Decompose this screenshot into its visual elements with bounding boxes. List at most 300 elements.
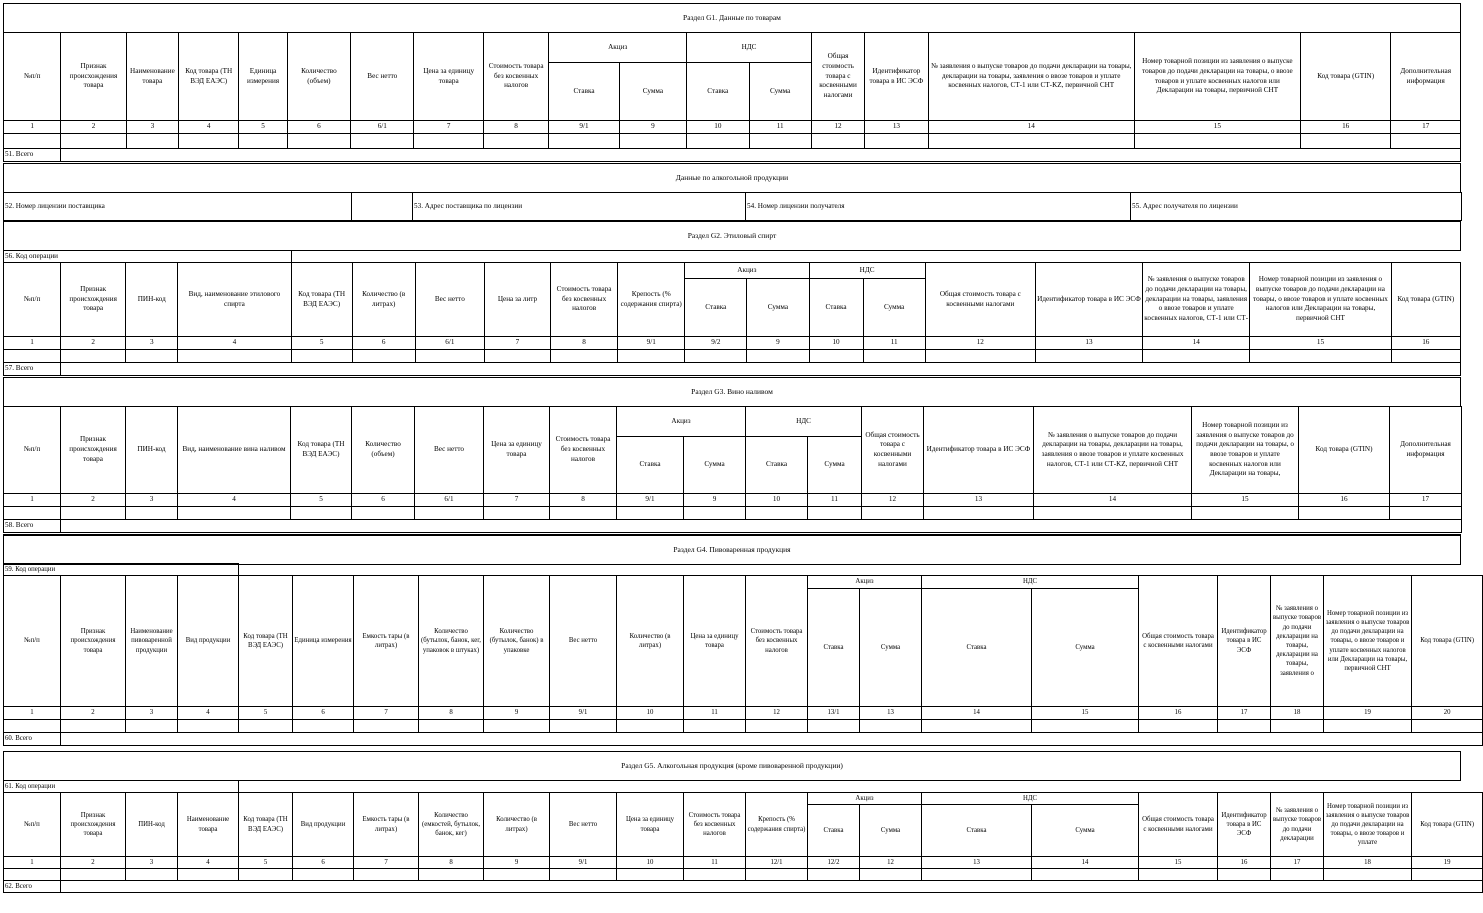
col-number: 16 <box>1218 857 1271 869</box>
col-number: 9 <box>684 494 746 507</box>
table-cell[interactable] <box>419 720 484 733</box>
col-header: Крепость (% содержания спирта) <box>746 793 808 857</box>
col-header: Код товара (GTIN) <box>1299 407 1390 494</box>
col-number: 6/1 <box>415 337 484 350</box>
col-subheader: Сумма <box>619 63 686 121</box>
col-header: Количество (объем) <box>352 407 415 494</box>
col-number: 6/1 <box>351 121 414 134</box>
col-number: 1 <box>4 494 61 507</box>
col-number: 9 <box>484 857 550 869</box>
col-number: 17 <box>1271 857 1324 869</box>
table-cell[interactable] <box>291 507 352 520</box>
section-g1-table <box>3 32 1461 162</box>
table-cell[interactable] <box>287 134 350 149</box>
col-header: Код товара (GTIN) <box>1300 33 1391 121</box>
col-header: Идентификатор товара в ИС ЭСФ <box>865 33 928 121</box>
table-cell[interactable] <box>352 507 415 520</box>
col-number: 2 <box>61 337 126 350</box>
table-cell[interactable] <box>293 869 354 881</box>
table-cell[interactable] <box>860 869 922 881</box>
table-cell[interactable] <box>1034 507 1192 520</box>
col-number: 14 <box>928 121 1134 134</box>
col-number: 13 <box>922 857 1032 869</box>
col-number: 16 <box>1299 494 1390 507</box>
col-number: 6 <box>293 857 354 869</box>
table-cell[interactable] <box>484 869 550 881</box>
col-header: Номер товарной позиции из заявления о выпуске товаров до подачи декларации на товары, о ввозе товаров и уплате <box>1324 793 1412 857</box>
table-cell[interactable] <box>351 134 414 149</box>
col-number: 16 <box>1300 121 1391 134</box>
alcohol-license-table <box>3 192 1462 221</box>
col-subheader: Ставка <box>922 805 1032 857</box>
col-number: 12 <box>925 337 1035 350</box>
col-number: 9/1 <box>550 857 617 869</box>
col-header: Код товара (ТН ВЭД ЕАЭС) <box>239 793 293 857</box>
col-header-excise: Акциз <box>808 576 922 589</box>
table-cell[interactable] <box>925 350 1035 363</box>
col-header: Вес нетто <box>415 407 484 494</box>
table-cell[interactable] <box>1412 869 1483 881</box>
col-number: 8 <box>550 494 617 507</box>
col-header: Номер товарной позиции из заявления о выпуске товаров до подачи декларации на товары, о ввозе товаров и уплате косвенных налогов или Декларации на товары, первичной СНТ <box>1250 263 1391 337</box>
col-number: 9 <box>619 121 686 134</box>
table-cell[interactable] <box>1032 720 1139 733</box>
operation-code-label: 61. Код операции <box>4 781 239 793</box>
col-header: ПИН-код <box>126 793 178 857</box>
col-header: Цена за единицу товара <box>414 33 483 121</box>
col-header: Стоимость товара без косвенных налогов <box>551 263 618 337</box>
col-header: Код товара (GTIN) <box>1391 263 1460 337</box>
col-number: 4 <box>178 494 291 507</box>
col-subheader: Сумма <box>749 63 811 121</box>
table-cell[interactable] <box>4 134 61 149</box>
col-header: Стоимость товара без косвенных налогов <box>483 33 548 121</box>
table-cell[interactable] <box>618 350 685 363</box>
table-cell[interactable] <box>1299 507 1390 520</box>
table-cell[interactable] <box>1139 869 1218 881</box>
table-cell[interactable] <box>1143 350 1250 363</box>
table-cell[interactable] <box>746 720 808 733</box>
col-number: 3 <box>126 494 178 507</box>
table-cell[interactable] <box>1035 350 1142 363</box>
table-cell[interactable] <box>1218 869 1271 881</box>
col-number: 1 <box>4 337 61 350</box>
total-value[interactable] <box>61 149 1461 162</box>
table-cell[interactable] <box>178 350 291 363</box>
table-cell[interactable] <box>1390 507 1462 520</box>
empty-row <box>4 350 1461 363</box>
col-header: Общая стоимость товара с косвенными налогами <box>811 33 864 121</box>
table-cell[interactable] <box>684 869 746 881</box>
table-cell[interactable] <box>924 507 1034 520</box>
col-header: Код товара (GTIN) <box>1412 793 1483 857</box>
table-cell[interactable] <box>617 507 684 520</box>
table-cell[interactable] <box>550 507 617 520</box>
table-cell[interactable] <box>1324 720 1412 733</box>
table-cell[interactable] <box>617 869 684 881</box>
col-number: 3 <box>126 857 178 869</box>
total-label: 62. Всего <box>4 881 61 893</box>
col-header: Единица измерения <box>293 576 354 707</box>
col-number: 10 <box>687 121 749 134</box>
col-subheader: Ставка <box>809 279 863 337</box>
col-header-excise: Акциз <box>685 263 809 279</box>
col-header: Наименование пивоваренной продукции <box>126 576 178 707</box>
col-number: 18 <box>1271 707 1324 720</box>
table-cell[interactable] <box>865 134 928 149</box>
supplier-address-field[interactable]: 53. Адрес поставщика по лицензии <box>413 193 746 221</box>
col-header: № заявления о выпуске товаров до подачи декларации на товары, декларации на товары, заявления о ввозе товаров и уплате косвенных налогов, СТ-1 или СТ-KZ, первичной СНТ <box>1034 407 1192 494</box>
col-number: 3 <box>126 121 178 134</box>
table-cell[interactable] <box>685 350 747 363</box>
table-cell[interactable] <box>419 869 484 881</box>
col-number: 5 <box>239 857 293 869</box>
table-cell[interactable] <box>239 134 287 149</box>
table-cell[interactable] <box>746 507 808 520</box>
col-number: 15 <box>1250 337 1391 350</box>
col-number: 15 <box>1192 494 1299 507</box>
col-header: Вид, наименование этилового спирта <box>178 263 291 337</box>
table-cell[interactable] <box>61 507 126 520</box>
col-header: Общая стоимость товара с косвенными налогами <box>1139 793 1218 857</box>
table-cell[interactable] <box>687 134 749 149</box>
col-header: Количество (объем) <box>287 33 350 121</box>
table-cell[interactable] <box>808 720 860 733</box>
col-number: 16 <box>1391 337 1460 350</box>
col-header: Признак происхождения товара <box>61 793 126 857</box>
col-number: 12 <box>862 494 924 507</box>
table-cell[interactable] <box>126 869 178 881</box>
table-cell[interactable] <box>126 134 178 149</box>
table-cell[interactable] <box>291 350 352 363</box>
col-number: 4 <box>178 337 291 350</box>
table-cell[interactable] <box>928 134 1134 149</box>
operation-code-label: 56. Код операции <box>4 251 292 263</box>
col-header-vat: НДС <box>922 576 1139 589</box>
col-header: Стоимость товара без косвенных налогов <box>550 407 617 494</box>
col-header: Стоимость товара без косвенных налогов <box>684 793 746 857</box>
col-header: № заявления о выпуске товаров до подачи декларации на товары, декларации на товары, заявления о ввозе товаров и уплате косвенных налогов, СТ-1 или СТ- <box>1143 263 1250 337</box>
table-cell[interactable] <box>352 350 415 363</box>
table-cell[interactable] <box>1134 134 1300 149</box>
table-cell[interactable] <box>4 869 61 881</box>
table-cell[interactable] <box>684 507 746 520</box>
col-subheader: Сумма <box>860 805 922 857</box>
col-number: 6 <box>352 337 415 350</box>
table-cell[interactable] <box>1271 720 1324 733</box>
col-number: 11 <box>684 857 746 869</box>
table-cell[interactable] <box>808 507 862 520</box>
table-cell[interactable] <box>746 869 808 881</box>
col-number: 10 <box>809 337 863 350</box>
col-number: 15 <box>1032 707 1139 720</box>
col-number: 8 <box>483 121 548 134</box>
col-header: №п/п <box>4 793 61 857</box>
empty-row <box>4 869 1483 881</box>
col-header: № заявления о выпуске товаров до подачи декларации на товары, декларации на товары, заявления о ввозе товаров и уплате косвенных налогов, СТ-1 или СТ-KZ, первичной СНТ <box>928 33 1134 121</box>
col-header: Дополнительная информация <box>1390 407 1462 494</box>
col-number: 10 <box>746 494 808 507</box>
col-number: 2 <box>61 707 126 720</box>
col-number: 9/1 <box>549 121 619 134</box>
table-cell[interactable] <box>61 350 126 363</box>
table-cell[interactable] <box>551 350 618 363</box>
table-cell[interactable] <box>1391 350 1460 363</box>
col-header: ПИН-код <box>126 263 178 337</box>
table-cell[interactable] <box>1300 134 1391 149</box>
table-cell[interactable] <box>684 720 746 733</box>
table-cell[interactable] <box>126 350 178 363</box>
spacer <box>291 251 1460 263</box>
col-header-vat: НДС <box>746 407 862 437</box>
col-number: 15 <box>1139 857 1218 869</box>
supplier-license-value[interactable] <box>352 193 413 221</box>
col-header: Вес нетто <box>550 793 617 857</box>
table-cell[interactable] <box>239 869 293 881</box>
col-header: Признак происхождения товара <box>61 33 126 121</box>
total-value[interactable] <box>61 363 1461 376</box>
table-cell[interactable] <box>61 720 126 733</box>
col-subheader: Сумма <box>863 279 925 337</box>
section-g2-table <box>3 250 1461 376</box>
col-number: 11 <box>684 707 746 720</box>
table-cell[interactable] <box>414 134 483 149</box>
spacer <box>239 781 1483 793</box>
col-number: 13 <box>924 494 1034 507</box>
table-cell[interactable] <box>1192 507 1299 520</box>
col-header: Признак происхождения товара <box>61 407 126 494</box>
table-cell[interactable] <box>1271 869 1324 881</box>
spacer <box>239 564 1483 576</box>
col-number: 5 <box>291 337 352 350</box>
table-cell[interactable] <box>126 720 178 733</box>
section-g5-table <box>3 780 1483 893</box>
col-subheader: Ставка <box>922 589 1032 707</box>
col-number: 13 <box>865 121 928 134</box>
table-cell[interactable] <box>354 720 419 733</box>
empty-row <box>4 134 1461 149</box>
col-header: Количество (емкостей, бутылок, банок, кег) <box>419 793 484 857</box>
recipient-license-field[interactable]: 54. Номер лицензии получателя <box>746 193 1131 221</box>
col-header-excise: Акциз <box>808 793 922 805</box>
col-number: 6 <box>287 121 350 134</box>
table-cell[interactable] <box>619 134 686 149</box>
table-cell[interactable] <box>617 720 684 733</box>
col-number: 12 <box>811 121 864 134</box>
table-cell[interactable] <box>922 720 1032 733</box>
col-header: Наименование товара <box>178 793 239 857</box>
col-header: Номер товарной позиции из заявления о выпуске товаров до подачи декларации на товары, о ввозе товаров и уплате косвенных налогов или Декларации на товары, первичной СНТ <box>1134 33 1300 121</box>
col-header: Стоимость товара без косвенных налогов <box>746 576 808 707</box>
table-cell[interactable] <box>1391 134 1461 149</box>
col-header: Код товара (ТН ВЭД ЕАЭС) <box>291 263 352 337</box>
table-cell[interactable] <box>811 134 864 149</box>
section-g4-title: Раздел G4. Пивоваренная продукция <box>3 534 1461 565</box>
col-number: 9 <box>747 337 809 350</box>
table-cell[interactable] <box>747 350 809 363</box>
col-number: 10 <box>617 707 684 720</box>
recipient-address-field[interactable]: 55. Адрес получателя по лицензии <box>1131 193 1462 221</box>
section-g5-title: Раздел G5. Алкогольная продукция (кроме пивоваренной продукции) <box>3 751 1461 781</box>
col-header: Идентификатор товара в ИС ЭСФ <box>924 407 1034 494</box>
table-cell[interactable] <box>179 134 239 149</box>
col-number: 14 <box>1143 337 1250 350</box>
total-label: 57. Всего <box>4 363 61 376</box>
table-cell[interactable] <box>178 507 291 520</box>
col-header: Количество (бутылок, банок, кег, упаковок в штуках) <box>419 576 484 707</box>
total-label: 60. Всего <box>4 733 61 746</box>
table-cell[interactable] <box>1218 720 1271 733</box>
total-value[interactable] <box>61 733 1483 746</box>
table-cell[interactable] <box>239 720 293 733</box>
table-cell[interactable] <box>178 869 239 881</box>
table-cell[interactable] <box>550 720 617 733</box>
table-cell[interactable] <box>484 350 550 363</box>
col-header: Крепость (% содержания спирта) <box>618 263 685 337</box>
col-header: Емкость тары (в литрах) <box>354 793 419 857</box>
table-cell[interactable] <box>61 134 126 149</box>
col-number: 6 <box>293 707 354 720</box>
section-g3-title: Раздел G3. Вино наливом <box>3 377 1461 407</box>
col-header: Признак происхождения товара <box>61 263 126 337</box>
col-header: Вес нетто <box>415 263 484 337</box>
col-number: 12 <box>746 707 808 720</box>
operation-code-label: 59. Код операции <box>4 564 239 576</box>
table-cell[interactable] <box>354 869 419 881</box>
col-header: Идентификатор товара в ИС ЭСФ <box>1218 576 1271 707</box>
col-header: Единица измерения <box>239 33 287 121</box>
col-number: 14 <box>1032 857 1139 869</box>
col-header: Количество (в литрах) <box>484 793 550 857</box>
table-cell[interactable] <box>863 350 925 363</box>
col-header: Количество (в литрах) <box>617 576 684 707</box>
table-cell[interactable] <box>1032 869 1139 881</box>
col-header: Вид продукции <box>293 793 354 857</box>
table-cell[interactable] <box>1412 720 1483 733</box>
col-header: Количество (бутылок, банок) в упаковке <box>484 576 550 707</box>
col-header: Вид продукции <box>178 576 239 707</box>
col-number: 15 <box>1134 121 1300 134</box>
col-number: 3 <box>126 337 178 350</box>
col-number: 2 <box>61 121 126 134</box>
table-cell[interactable] <box>1139 720 1218 733</box>
col-header: Код товара (GTIN) <box>1412 576 1483 707</box>
col-header: Код товара (ТН ВЭД ЕАЭС) <box>291 407 352 494</box>
col-number: 5 <box>239 707 293 720</box>
table-cell[interactable] <box>809 350 863 363</box>
table-cell[interactable] <box>4 720 61 733</box>
table-cell[interactable] <box>550 869 617 881</box>
section-g2-title: Раздел G2. Этиловый спирт <box>3 221 1461 251</box>
col-header: Количество (в литрах) <box>352 263 415 337</box>
col-header: Номер товарной позиции из заявления о выпуске товаров до подачи декларации на товары, о ввозе товаров и уплате косвенных налогов или Декларации на товары, <box>1192 407 1299 494</box>
table-cell[interactable] <box>862 507 924 520</box>
total-value[interactable] <box>61 881 1483 893</box>
section-g3-table <box>3 406 1462 533</box>
col-number: 14 <box>922 707 1032 720</box>
col-subheader: Ставка <box>746 437 808 494</box>
table-cell[interactable] <box>415 350 484 363</box>
table-cell[interactable] <box>178 720 239 733</box>
table-cell[interactable] <box>4 350 61 363</box>
col-number: 11 <box>749 121 811 134</box>
table-cell[interactable] <box>293 720 354 733</box>
col-number: 1 <box>4 857 61 869</box>
col-number: 14 <box>1034 494 1192 507</box>
col-number: 10 <box>617 857 684 869</box>
col-header: Код товара (ТН ВЭД ЕАЭС) <box>239 576 293 707</box>
total-label: 51. Всего <box>4 149 61 162</box>
col-number: 13 <box>860 707 922 720</box>
col-number: 19 <box>1412 857 1483 869</box>
table-cell[interactable] <box>483 134 548 149</box>
col-header: Вес нетто <box>550 576 617 707</box>
table-cell[interactable] <box>484 720 550 733</box>
col-header: Общая стоимость товара с косвенными налогами <box>862 407 924 494</box>
table-cell[interactable] <box>484 507 550 520</box>
table-cell[interactable] <box>1324 869 1412 881</box>
col-number: 12/2 <box>808 857 860 869</box>
table-cell[interactable] <box>126 507 178 520</box>
col-header: Общая стоимость товара с косвенными налогами <box>925 263 1035 337</box>
col-header: № заявления о выпуске товаров до подачи декларации на товары, декларации на товары, заявления о <box>1271 576 1324 707</box>
col-number: 4 <box>178 707 239 720</box>
table-cell[interactable] <box>808 869 860 881</box>
table-cell[interactable] <box>1250 350 1391 363</box>
col-header: №п/п <box>4 33 61 121</box>
col-number: 8 <box>551 337 618 350</box>
table-cell[interactable] <box>749 134 811 149</box>
table-cell[interactable] <box>4 507 61 520</box>
alcohol-data-title: Данные по алкогольной продукции <box>3 163 1461 193</box>
col-subheader: Сумма <box>684 437 746 494</box>
col-header: Номер товарной позиции из заявления о выпуске товаров до подачи декларации на товары, о ввозе товаров и уплате косвенных налогов или Декларации на товары, первичной СНТ <box>1324 576 1412 707</box>
col-header: Вес нетто <box>351 33 414 121</box>
col-number: 17 <box>1390 494 1462 507</box>
col-header: Емкость тары (в литрах) <box>354 576 419 707</box>
col-number: 7 <box>484 494 550 507</box>
col-subheader: Ставка <box>808 805 860 857</box>
col-number: 7 <box>414 121 483 134</box>
col-number: 1 <box>4 121 61 134</box>
total-label: 58. Всего <box>4 520 61 533</box>
col-header: Общая стоимость товара с косвенными налогами <box>1139 576 1218 707</box>
table-cell[interactable] <box>549 134 619 149</box>
col-header: Код товара (ТН ВЭД ЕАЭС) <box>179 33 239 121</box>
col-subheader: Сумма <box>747 279 809 337</box>
col-subheader: Сумма <box>1032 589 1139 707</box>
table-cell[interactable] <box>415 507 484 520</box>
table-cell[interactable] <box>61 869 126 881</box>
col-number: 4 <box>179 121 239 134</box>
table-cell[interactable] <box>922 869 1032 881</box>
col-number: 20 <box>1412 707 1483 720</box>
section-g4-table <box>3 563 1483 746</box>
total-value[interactable] <box>61 520 1462 533</box>
col-header-vat: НДС <box>922 793 1139 805</box>
table-cell[interactable] <box>860 720 922 733</box>
supplier-license-field[interactable]: 52. Номер лицензии поставщика <box>4 193 352 221</box>
col-number: 12/1 <box>746 857 808 869</box>
col-subheader: Ставка <box>549 63 619 121</box>
col-number: 7 <box>484 337 550 350</box>
col-header: Идентификатор товара в ИС ЭСФ <box>1218 793 1271 857</box>
col-header: Признак происхождения товара <box>61 576 126 707</box>
col-header: №п/п <box>4 576 61 707</box>
col-subheader: Ставка <box>685 279 747 337</box>
col-number: 8 <box>419 707 484 720</box>
col-number: 18 <box>1324 857 1412 869</box>
